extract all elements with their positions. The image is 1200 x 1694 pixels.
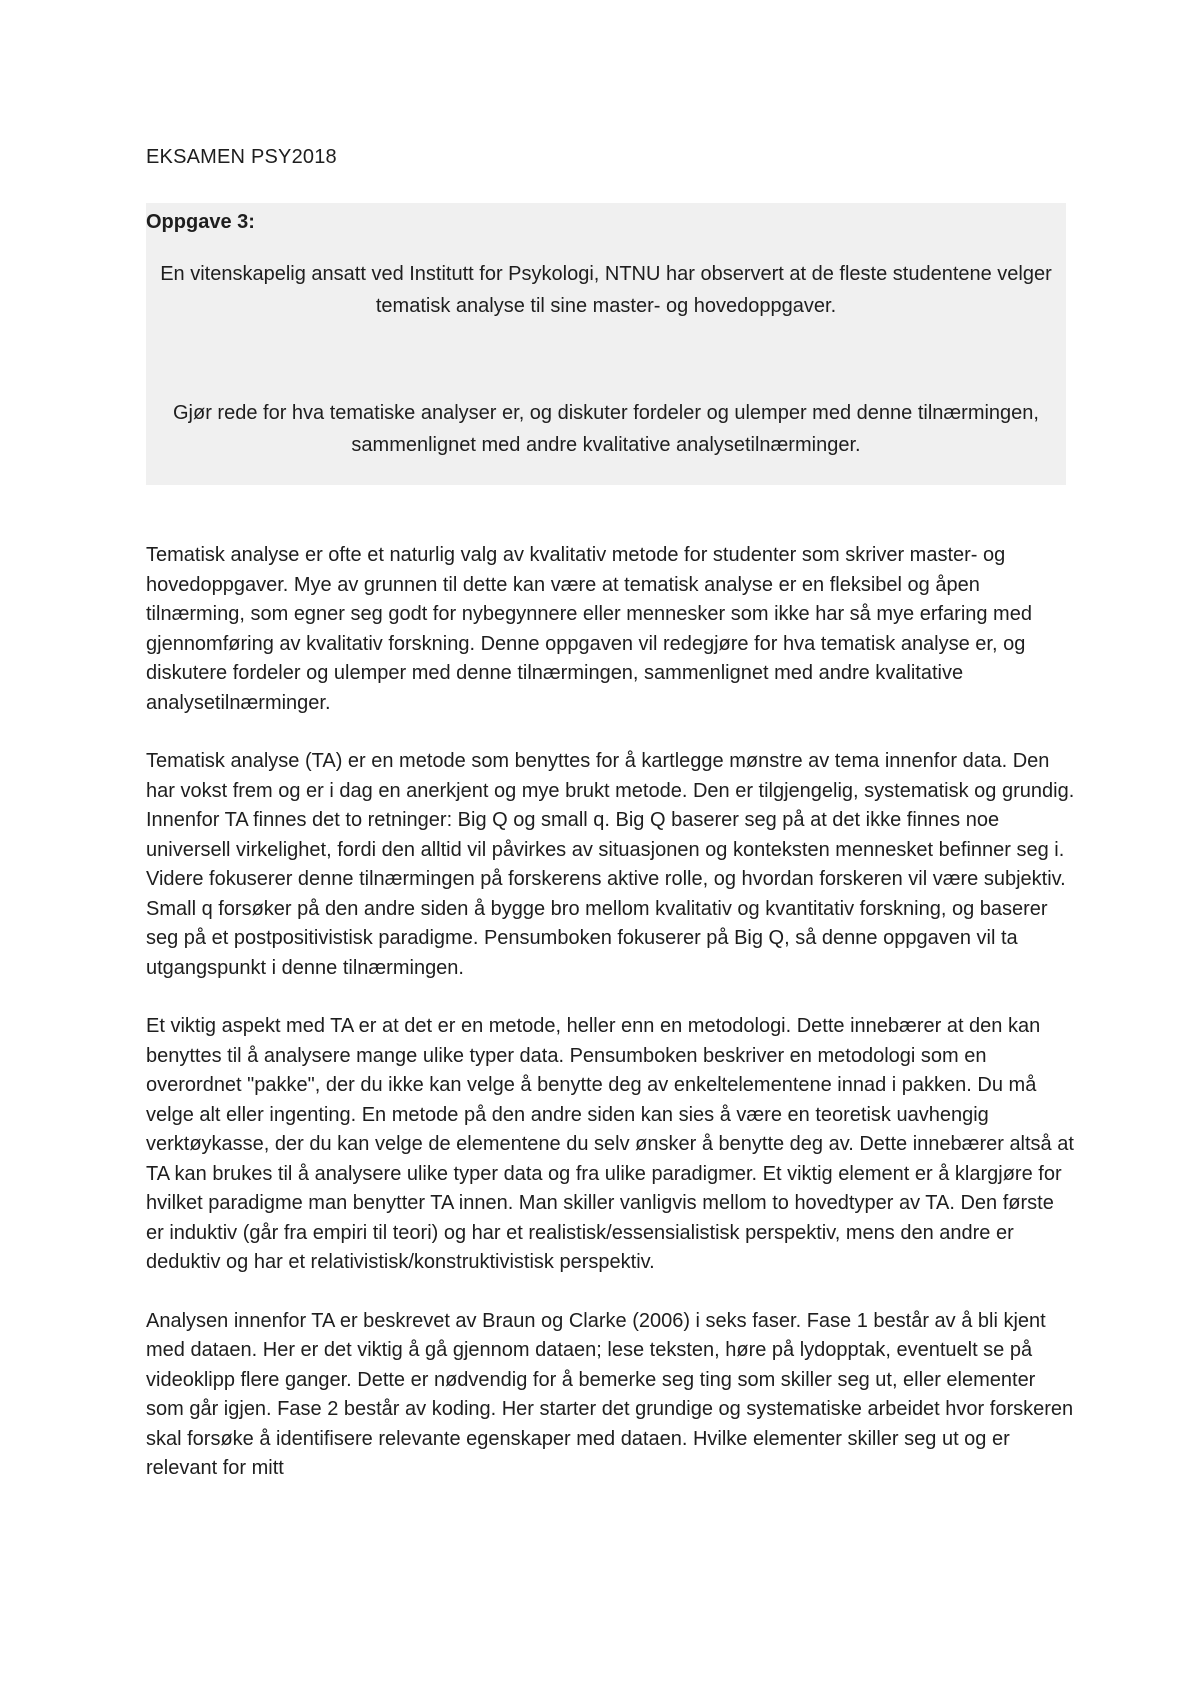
task-box [146,203,1066,485]
exam-title: EKSAMEN PSY2018 [146,146,337,168]
answer-body [146,541,1076,1513]
body-paragraph: Et viktig aspekt med TA er at det er en metode, heller enn en metodologi. Dette innebærer at den kan benyttes til å analysere mange ulike typer data. Pensumboken beskriver en metodologi som en overordnet "pakke", der du ikke kan velge å benytte deg av enkeltelementene innad i pakken. Du må velge alt eller ingenting. En metode på den andre siden kan sies å være en teoretisk uavhengig verktøykasse, der du kan velge de elementene du selv ønsker å benytte deg av. Dette innebærer altså at TA kan brukes til å analysere ulike typer data og fra ulike paradigmer. Et viktig element er å klargjøre for hvilket paradigme man benytter TA innen. Man skiller vanligvis mellom to hovedtyper av TA. Den første er induktiv (går fra empiri til teori) og har et realistisk/essensialistisk perspektiv, mens den andre er deduktiv og har et relativistisk/konstruktivistisk perspektiv. [146,1015,1074,1273]
body-paragraph: Analysen innenfor TA er beskrevet av Braun og Clarke (2006) i seks faser. Fase 1 består av å bli kjent med dataen. Her er det viktig å gå gjennom dataen; lese teksten, høre på lydopptak, eventuelt se på videoklipp flere ganger. Dette er nødvendig for å bemerke seg ting som skiller seg ut, eller elementer som går igjen. Fase 2 består av koding. Her starter det grundige og systematiske arbeidet hvor forskeren skal forsøke å identifisere relevante egenskaper med dataen. Hvilke elementer skiller seg ut og er relevant for mitt [146,1309,1074,1479]
body-paragraph: Tematisk analyse (TA) er en metode som benyttes for å kartlegge mønstre av tema innenfor data. Den har vokst frem og er i dag en anerkjent og mye brukt metode. Den er tilgjengelig, systematisk og grundig. Innenfor TA finnes det to retninger: Big Q og small q. Big Q baserer seg på at det ikke finnes noe universell virkelighet, fordi den alltid vil påvirkes av situasjonen og konteksten mennesket befinner seg i. Videre fokuserer denne tilnærmingen på forskerens aktive rolle, og hvordan forskeren vil være subjektiv. Small q forsøker på den andre siden å bygge bro mellom kvalitativ og kvantitativ forskning, og baserer seg på et postpositivistisk paradigme. Pensumboken fokuserer på Big Q, så denne oppgaven vil ta utgangspunkt i denne tilnærmingen. [146,750,1075,979]
task-heading: Oppgave 3: [146,211,255,233]
task-question: Gjør rede for hva tematiske analyser er, og diskuter fordeler og ulemper med denne tilnærmingen, sammenlignet med andre kvalitative analysetilnærminger. [173,402,1039,456]
task-description: En vitenskapelig ansatt ved Institutt for Psykologi, NTNU har observert at de fleste studentene velger tematisk analyse til sine master- og hovedoppgaver. [160,263,1052,317]
body-paragraph: Tematisk analyse er ofte et naturlig valg av kvalitativ metode for studenter som skriver master- og hovedoppgaver. Mye av grunnen til dette kan være at tematisk analyse er en fleksibel og åpen tilnærming, som egner seg godt for nybegynnere eller mennesker som ikke har så mye erfaring med gjennomføring av kvalitativ forskning. Denne oppgaven vil redegjøre for hva tematisk analyse er, og diskutere fordeler og ulemper med denne tilnærmingen, sammenlignet med andre kvalitative analysetilnærminger. [146,544,1032,714]
